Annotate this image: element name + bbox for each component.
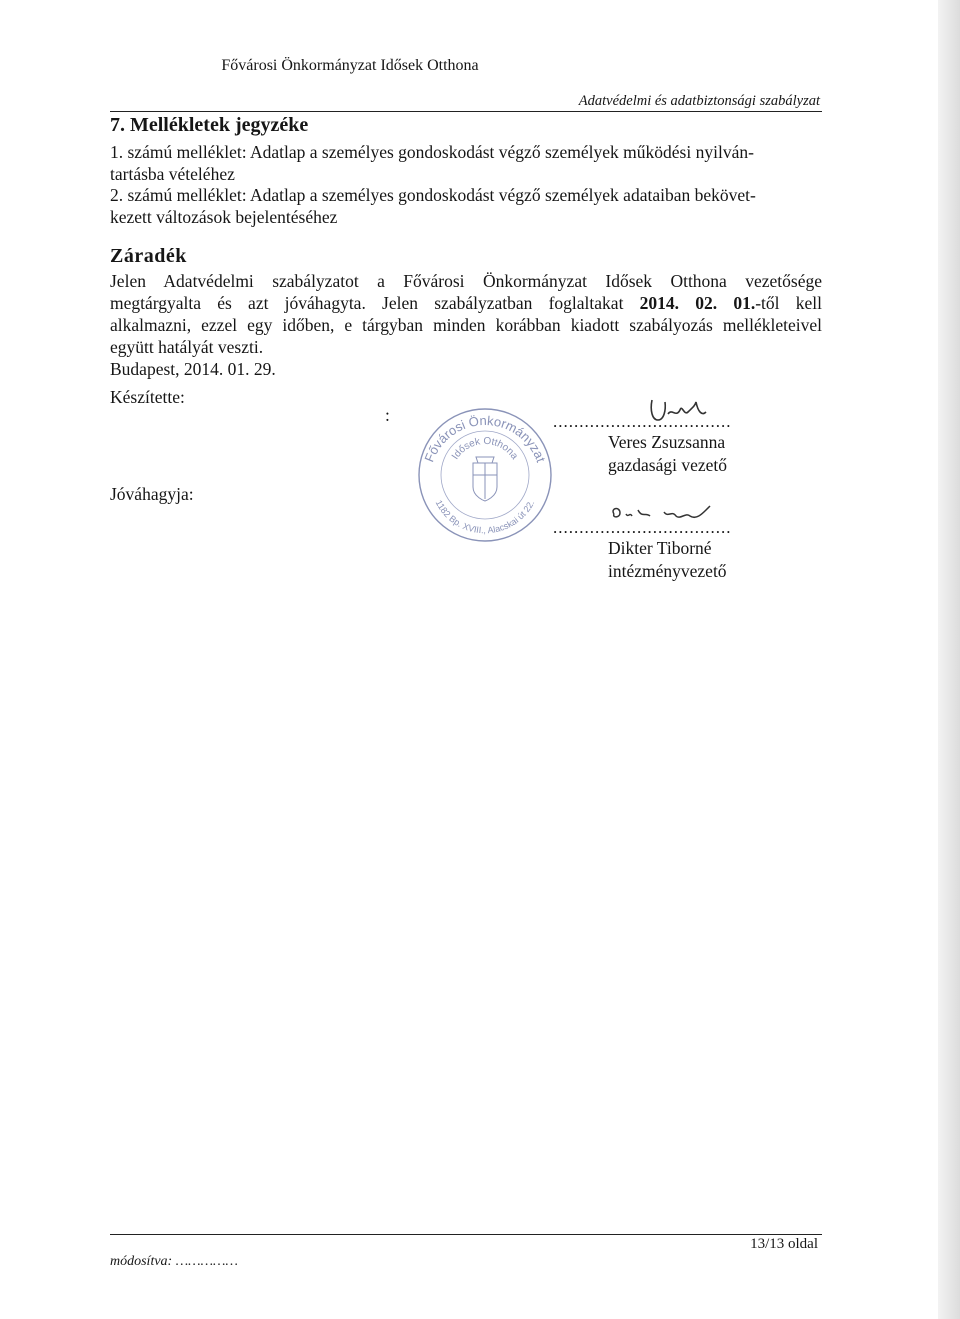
coat-of-arms-icon bbox=[473, 457, 497, 501]
preparer-name: Veres Zsuzsanna bbox=[608, 432, 726, 452]
place-date: Budapest, 2014. 01. 29. bbox=[110, 359, 276, 379]
closing-line-2 bbox=[110, 292, 822, 314]
page-edge-shadow bbox=[938, 0, 960, 1319]
closing-line-2-suffix: -től kell bbox=[755, 293, 823, 313]
stamp-inner-text: Idősek Otthona bbox=[450, 435, 520, 462]
prepared-by-label: Készítette: bbox=[110, 387, 185, 407]
signature-line-approver: .................................. bbox=[553, 518, 732, 537]
closing-line-1: Jelen Adatvédelmi szabályzatot a Fővárosi Önkormányzat Idősek Otthona vezetősége bbox=[110, 271, 822, 291]
closing-heading: Záradék bbox=[110, 245, 187, 267]
appendix-heading: 7. Mellékletek jegyzéke bbox=[110, 114, 309, 136]
approver-title: intézményvezető bbox=[608, 561, 727, 581]
header-divider bbox=[110, 111, 822, 112]
stamp-outer-text: Fővárosi Önkormányzat bbox=[421, 412, 549, 465]
appendix-item-2-line2: kezett változások bejelentéséhez bbox=[110, 207, 338, 227]
appendix-item-2-line1: 2. számú melléklet: Adatlap a személyes gondoskodást végző személyek adataiban bekövet- bbox=[110, 185, 756, 205]
appendix-item-1-line2: tartásba vételéhez bbox=[110, 164, 235, 184]
signature-line-preparer: .................................. bbox=[553, 412, 732, 431]
preparer-title: gazdasági vezető bbox=[608, 455, 728, 475]
appendix-item-1 bbox=[110, 141, 822, 185]
closing-line-4: együtt hatályát veszti. bbox=[110, 337, 264, 357]
closing-line-2-text: megtárgyalta és azt jóváhagyta. Jelen szabályzatban foglaltakat bbox=[110, 293, 640, 313]
organization-header: Fővárosi Önkormányzat Idősek Otthona bbox=[221, 57, 479, 74]
document-subtitle: Adatvédelmi és adatbiztonsági szabályzat bbox=[578, 93, 820, 109]
official-stamp bbox=[410, 405, 560, 545]
approved-by-label: Jóváhagyja: bbox=[110, 484, 194, 504]
closing-paragraph bbox=[110, 270, 822, 380]
footer-divider bbox=[110, 1234, 822, 1235]
closing-line-3: alkalmazni, ezzel egy időben, e tárgyban minden korábban kiadott szabályozás mellékleteivel bbox=[110, 315, 822, 335]
effective-date: 2014. 02. 01. bbox=[639, 293, 756, 313]
appendix-item-2 bbox=[110, 184, 822, 228]
appendix-item-1-line1: 1. számú melléklet: Adatlap a személyes gondoskodást végző személyek működési nyilván- bbox=[110, 142, 754, 162]
page-number: 13/13 oldal bbox=[750, 1236, 818, 1252]
stamp-address-text: 1182 Bp. XVIII., Alacskai út 22. bbox=[433, 498, 537, 536]
colon: : bbox=[385, 405, 390, 425]
approver-name: Dikter Tiborné bbox=[608, 538, 712, 558]
modified-note: módosítva: …………… bbox=[110, 1254, 238, 1269]
